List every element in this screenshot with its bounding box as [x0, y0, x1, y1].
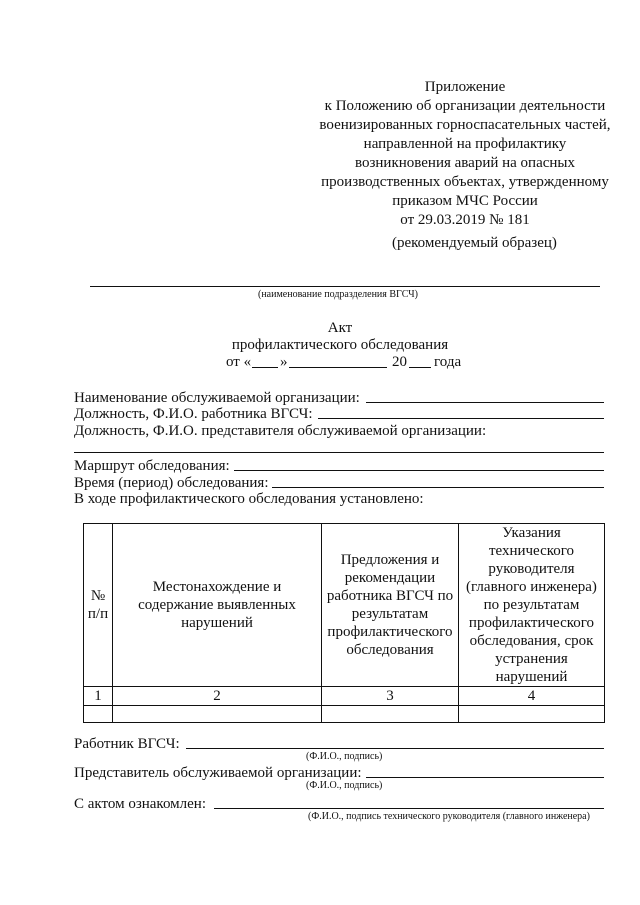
org-name-label: Наименование обслуживаемой организации:: [74, 390, 360, 406]
appendix-block: [300, 78, 630, 230]
act-date-prefix: от «: [226, 354, 252, 370]
route-label: Маршрут обследования:: [74, 458, 230, 474]
unit-name-line: [90, 286, 600, 287]
ack-signature-field[interactable]: [214, 808, 604, 809]
act-subtitle: профилактического обследования: [231, 337, 449, 353]
appendix-line: производственных объектах, утвержденному: [321, 174, 609, 190]
date-day-blank[interactable]: [252, 367, 278, 368]
act-date-mid: »: [280, 354, 288, 370]
route-field[interactable]: [234, 470, 604, 471]
appendix-line: возникновения аварий на опасных: [354, 155, 576, 171]
worker-field[interactable]: [318, 418, 604, 419]
act-title: Акт: [327, 320, 353, 336]
table-cell[interactable]: [322, 706, 459, 723]
appendix-line: направленной на профилактику: [363, 136, 567, 152]
violations-table: [83, 523, 605, 723]
table-cell[interactable]: [459, 706, 605, 723]
worker-signature-caption: (Ф.И.О., подпись): [306, 751, 383, 762]
org-name-field[interactable]: [366, 402, 604, 403]
column-number-1: 1: [84, 687, 113, 706]
header-location: Местонахождение и содержание выявленных нарушений: [113, 524, 322, 687]
recommended-sample-note: (рекомендуемый образец): [392, 235, 557, 251]
appendix-line: от 29.03.2019 № 181: [400, 212, 530, 228]
ack-label: С актом ознакомлен:: [74, 796, 206, 812]
rep-signature-field[interactable]: [366, 777, 604, 778]
header-recommendations: Предложения и рекомендации работника ВГСЧ по результатам профилактического обследования: [322, 524, 459, 687]
table-cell[interactable]: [113, 706, 322, 723]
worker-signature-label: Работник ВГСЧ:: [74, 736, 180, 752]
worker-signature-field[interactable]: [186, 748, 604, 749]
rep-signature-label: Представитель обслуживаемой организации:: [74, 765, 362, 781]
appendix-line: приказом МЧС России: [392, 193, 538, 209]
ack-signature-caption: (Ф.И.О., подпись технического руководителя (главного инженера): [308, 811, 590, 822]
representative-field[interactable]: [74, 452, 604, 453]
date-year-blank[interactable]: [409, 367, 431, 368]
column-number-2: 2: [113, 687, 322, 706]
appendix-line: к Положению об организации деятельности: [324, 98, 606, 114]
table-number-row: [84, 687, 605, 706]
column-number-3: 3: [322, 687, 459, 706]
appendix-line: военизированных горноспасательных частей,: [319, 117, 611, 133]
header-number: № п/п: [84, 524, 113, 687]
appendix-line: Приложение: [424, 79, 506, 95]
table-row[interactable]: [84, 706, 605, 723]
table-cell[interactable]: [84, 706, 113, 723]
date-month-blank[interactable]: [289, 367, 387, 368]
time-label: Время (период) обследования:: [74, 475, 269, 491]
act-date-suffix: года: [434, 354, 462, 370]
rep-signature-caption: (Ф.И.О., подпись): [306, 780, 383, 791]
header-instructions: Указания технического руководителя (главного инженера) по результатам профилактического обследования, срок устранения нарушений: [459, 524, 605, 687]
table-header-row: [84, 524, 605, 687]
established-label: В ходе профилактического обследования установлено:: [74, 491, 424, 507]
column-number-4: 4: [459, 687, 605, 706]
worker-label: Должность, Ф.И.О. работника ВГСЧ:: [74, 406, 313, 422]
unit-name-caption: (наименование подразделения ВГСЧ): [258, 289, 418, 300]
time-field[interactable]: [272, 487, 604, 488]
act-date-year: 20: [392, 354, 407, 370]
representative-label: Должность, Ф.И.О. представителя обслуживаемой организации:: [74, 423, 487, 439]
